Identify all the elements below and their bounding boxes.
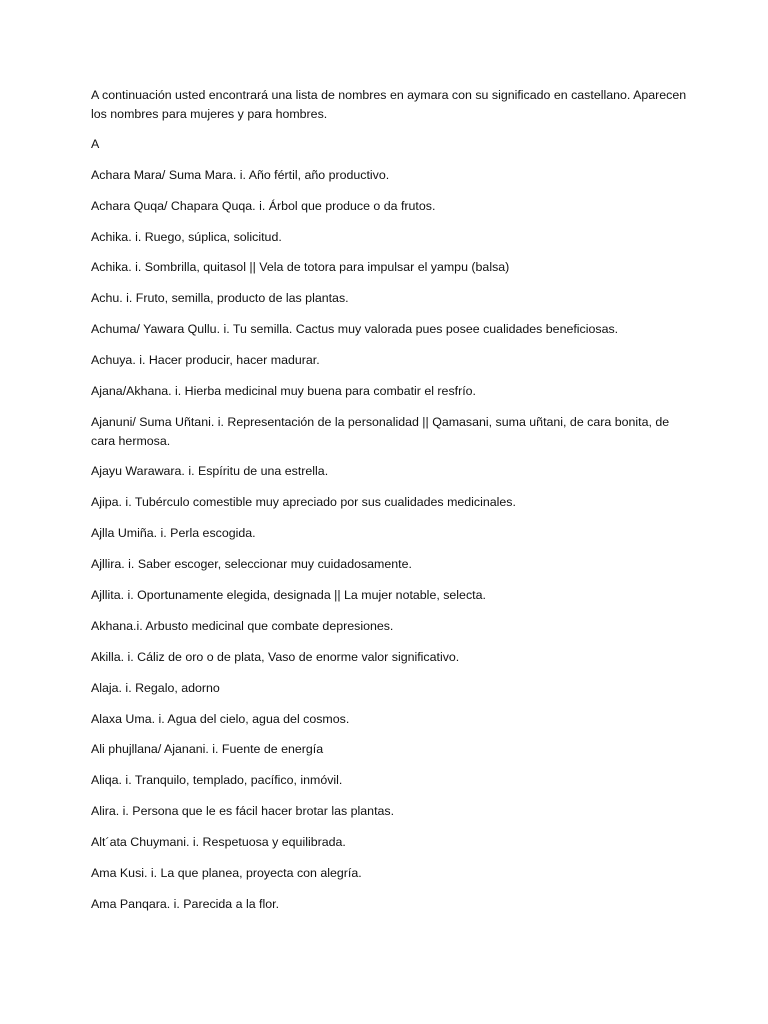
name-entry: Ajanuni/ Suma Uñtani. i. Representación de la personalidad || Qamasani, suma uñtani, de cara bonita, de cara hermosa. [91, 414, 670, 448]
name-entry: Ajana/Akhana. i. Hierba medicinal muy buena para combatir el resfrío. [91, 384, 476, 399]
name-entry: Akhana.i. Arbusto medicinal que combate depresiones. [91, 618, 394, 633]
name-entry: Akilla. i. Cáliz de oro o de plata, Vaso de enorme valor significativo. [91, 649, 460, 664]
name-entry: Ajipa. i. Tubérculo comestible muy apreciado por sus cualidades medicinales. [91, 495, 516, 510]
document-page [91, 86, 691, 926]
name-entry: Ajayu Warawara. i. Espíritu de una estrella. [91, 464, 329, 479]
name-entry: Achara Quqa/ Chapara Quqa. i. Árbol que produce o da frutos. [91, 198, 436, 213]
name-entry: Ajllira. i. Saber escoger, seleccionar muy cuidadosamente. [91, 557, 412, 572]
name-entry: Alira. i. Persona que le es fácil hacer brotar las plantas. [91, 804, 395, 819]
name-entry: Alt´ata Chuymani. i. Respetuosa y equilibrada. [91, 835, 346, 850]
name-entry: Ali phujllana/ Ajanani. i. Fuente de energía [91, 742, 324, 757]
name-entry: Alaxa Uma. i. Agua del cielo, agua del cosmos. [91, 711, 350, 726]
name-entry: Ajlla Umiña. i. Perla escogida. [91, 526, 256, 541]
name-entry: Ajllita. i. Oportunamente elegida, designada || La mujer notable, selecta. [91, 587, 486, 602]
name-entry: Achika. i. Ruego, súplica, solicitud. [91, 229, 282, 244]
name-entry: Achuya. i. Hacer producir, hacer madurar. [91, 353, 320, 368]
name-entry: Aliqa. i. Tranquilo, templado, pacífico, inmóvil. [91, 773, 343, 788]
name-entry: Achara Mara/ Suma Mara. i. Año fértil, año productivo. [91, 167, 390, 182]
name-entry: Achika. i. Sombrilla, quitasol || Vela de totora para impulsar el yampu (balsa) [91, 260, 510, 275]
section-letter-heading: A [91, 137, 100, 152]
intro-paragraph: A continuación usted encontrará una lista de nombres en aymara con su significado en castellano. Aparecen los nombres para mujeres y para hombres. [91, 88, 687, 121]
name-entry: Ama Panqara. i. Parecida a la flor. [91, 896, 280, 911]
name-entry: Achu. i. Fruto, semilla, producto de las plantas. [91, 291, 349, 306]
name-entry: Alaja. i. Regalo, adorno [91, 680, 220, 695]
name-entry: Ama Kusi. i. La que planea, proyecta con alegría. [91, 865, 362, 880]
name-entry: Achuma/ Yawara Qullu. i. Tu semilla. Cactus muy valorada pues posee cualidades beneficiosas. [91, 322, 619, 337]
